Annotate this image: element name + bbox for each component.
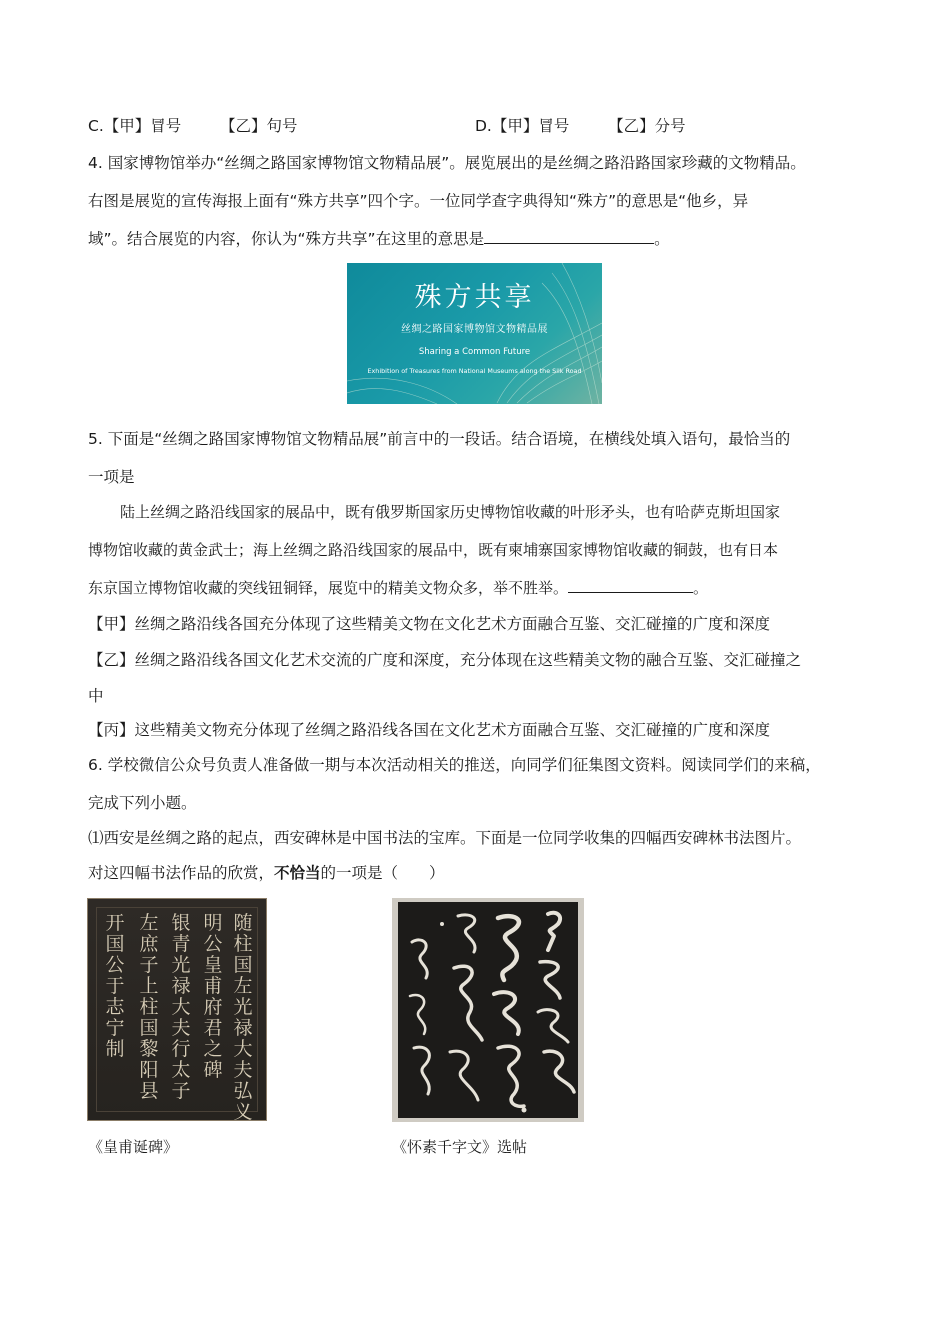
emphasis-not-appropriate: 不恰当	[274, 864, 321, 882]
passage-blank[interactable]	[568, 578, 693, 593]
q5-passage-1: 陆上丝绸之路沿线国家的展品中，既有俄罗斯国家历史博物馆收藏的叶形矛头，也有哈萨克斯坦国家	[120, 503, 781, 521]
calligraphy-image-huangfu-dan-stele	[87, 898, 267, 1121]
option-c: C.【甲】冒号 【乙】句号	[88, 117, 298, 135]
q6-line-1: 6. 学校微信公众号负责人准备做一期与本次活动相关的推送，向同学们征集图文资料。阅读同学们的来稿，	[88, 756, 821, 774]
q4-line-3-end: 。	[654, 230, 670, 248]
poster-title: 殊方共享	[414, 282, 535, 313]
q5-option-jia: 【甲】丝绸之路沿线各国充分体现了这些精美文物在文化艺术方面融合互鉴、交汇碰撞的广度和深度	[88, 615, 771, 633]
q5-passage-3	[88, 578, 708, 598]
option-d: D.【甲】冒号 【乙】分号	[475, 117, 686, 135]
q5-passage-2: 博物馆收藏的黄金武士；海上丝绸之路沿线国家的展品中，既有柬埔寨国家博物馆收藏的铜鼓，也有日本	[88, 541, 779, 559]
cursive-strokes	[398, 902, 578, 1118]
q4-line-2: 右图是展览的宣传海报上面有“殊方共享”四个字。一位同学查字典得知“殊方”的意思是“他乡，异	[88, 192, 749, 210]
q5-passage-3-text: 东京国立博物馆收藏的突线钮铜铎，展览中的精美文物众多，举不胜举。	[88, 579, 569, 597]
q5-passage-3-end: 。	[693, 579, 709, 597]
caption-huaisu-cursive: 《怀素千字文》选帖	[392, 1138, 528, 1156]
q6-sub1-line-2	[88, 863, 445, 883]
stele-column-2: 明公皇甫府君之碑	[203, 912, 223, 1081]
answer-blank[interactable]	[484, 229, 654, 244]
caption-huangfu-dan-stele: 《皇甫诞碑》	[88, 1138, 179, 1156]
q5-line-2: 一项是	[88, 468, 135, 486]
q4-line-3-text: 域”。结合展览的内容，你认为“殊方共享”在这里的意思是	[88, 230, 485, 248]
exhibition-poster	[347, 263, 602, 404]
stele-column-1: 随柱国左光禄大夫弘义	[233, 912, 253, 1121]
q5-option-bing: 【丙】这些精美文物充分体现了丝绸之路沿线各国在文化艺术方面融合互鉴、交汇碰撞的广度和深度	[88, 721, 771, 739]
q6-line-2: 完成下列小题。	[88, 794, 197, 812]
q6-sub1-end: 的一项是（ ）	[320, 864, 445, 882]
stele-column-4: 左庶子上柱国黎阳县	[139, 912, 159, 1102]
poster-english-subtitle: Exhibition of Treasures from National Museums along the Silk Road	[367, 367, 582, 375]
calligraphy-image-huaisu-cursive	[392, 898, 584, 1122]
stele-column-5: 开国公于志宁制	[105, 912, 125, 1060]
q6-sub1-line-1: ⑴西安是丝绸之路的起点，西安碑林是中国书法的宝库。下面是一位同学收集的四幅西安碑林书法图片。	[88, 829, 802, 847]
poster-english-title: Sharing a Common Future	[418, 347, 531, 357]
q5-option-yi: 【乙】丝绸之路沿线各国文化艺术交流的广度和深度，充分体现在这些精美文物的融合互鉴、交汇碰撞之	[88, 651, 802, 669]
poster-subtitle: 丝绸之路国家博物馆文物精品展	[401, 324, 548, 335]
q6-sub1-text: 对这四幅书法作品的欣赏，	[88, 864, 275, 882]
stele-column-3: 银青光禄大夫行太子	[171, 912, 191, 1102]
q5-line-1: 5. 下面是“丝绸之路国家博物馆文物精品展”前言中的一段话。结合语境，在横线处填入语句，最恰当的	[88, 430, 791, 448]
q4-line-1: 4. 国家博物馆举办“丝绸之路国家博物馆文物精品展”。展览展出的是丝绸之路沿路国家珍藏的文物精品。	[88, 154, 806, 172]
rubbing-background	[398, 902, 578, 1118]
q4-line-3	[88, 229, 670, 249]
q5-option-yi-cont: 中	[88, 687, 104, 705]
